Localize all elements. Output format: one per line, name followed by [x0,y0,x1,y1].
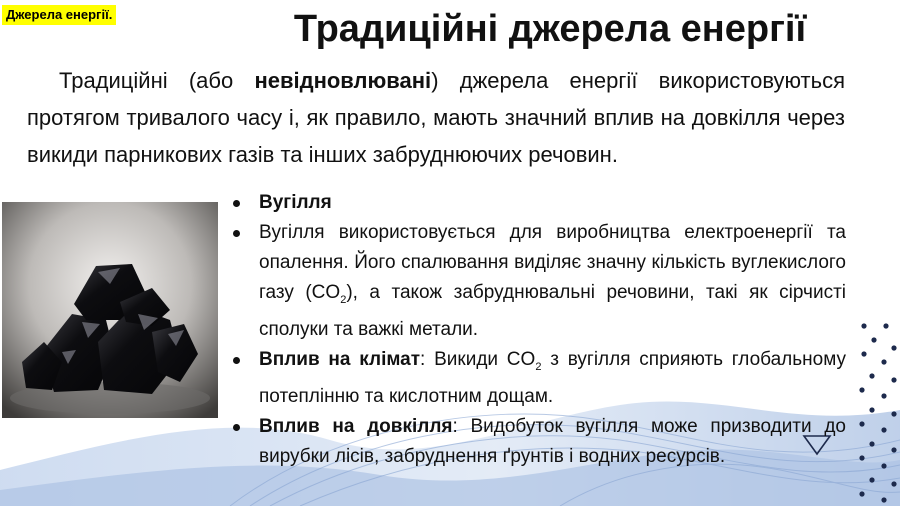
bullet-dot-icon [233,424,240,431]
slide-title: Традиційні джерела енергії [293,8,807,50]
intro-bold-term: невідновлювані [254,68,432,93]
environment-impact-label: Вплив на довкілля [259,415,453,437]
bullet-heading-coal: Вугілля [259,192,332,213]
climate-impact-text-b: з вугілля сприяють глобальному потеплінню та кислотним дощам. [259,348,847,407]
list-item [233,188,846,218]
intro-paragraph [27,62,845,173]
dot-grid-icon [859,323,896,502]
environment-impact-text: : Видобуток вугілля може призводити до вирубки лісів, забруднення ґрунтів і водних ресурсів. [259,415,846,467]
list-item [233,218,846,345]
coal-usage-text-b: ), а також забруднювальні речовини, такі як сірчисті сполуки та важкі метали. [259,282,846,340]
section-tag: Джерела енергії. [2,5,116,25]
list-item [233,345,846,412]
intro-text-end: ) джерела енергії використовуються протягом тривалого часу і, як правило, мають значний вплив на довкілля через викиди парникових газів та інших забруднюючих речовин. [27,68,845,167]
co2-subscript: 2 [535,360,542,373]
list-item [233,412,846,472]
bullet-dot-icon [233,357,240,364]
climate-impact-text-a: : Викиди CO [420,348,536,370]
bullet-dot-icon [233,230,240,237]
bullet-dot-icon [233,200,240,207]
coal-photo [2,202,218,418]
coal-usage-text-a: Вугілля використовується для виробництва електроенергії та опалення. Його спалювання виділяє значну кількість вуглекислого газу (CO [259,222,846,303]
intro-text-start: Традиційні (або [59,68,255,93]
climate-impact-label: Вплив на клімат [259,348,421,370]
co2-subscript: 2 [340,293,347,306]
coal-bullet-list [233,188,846,472]
